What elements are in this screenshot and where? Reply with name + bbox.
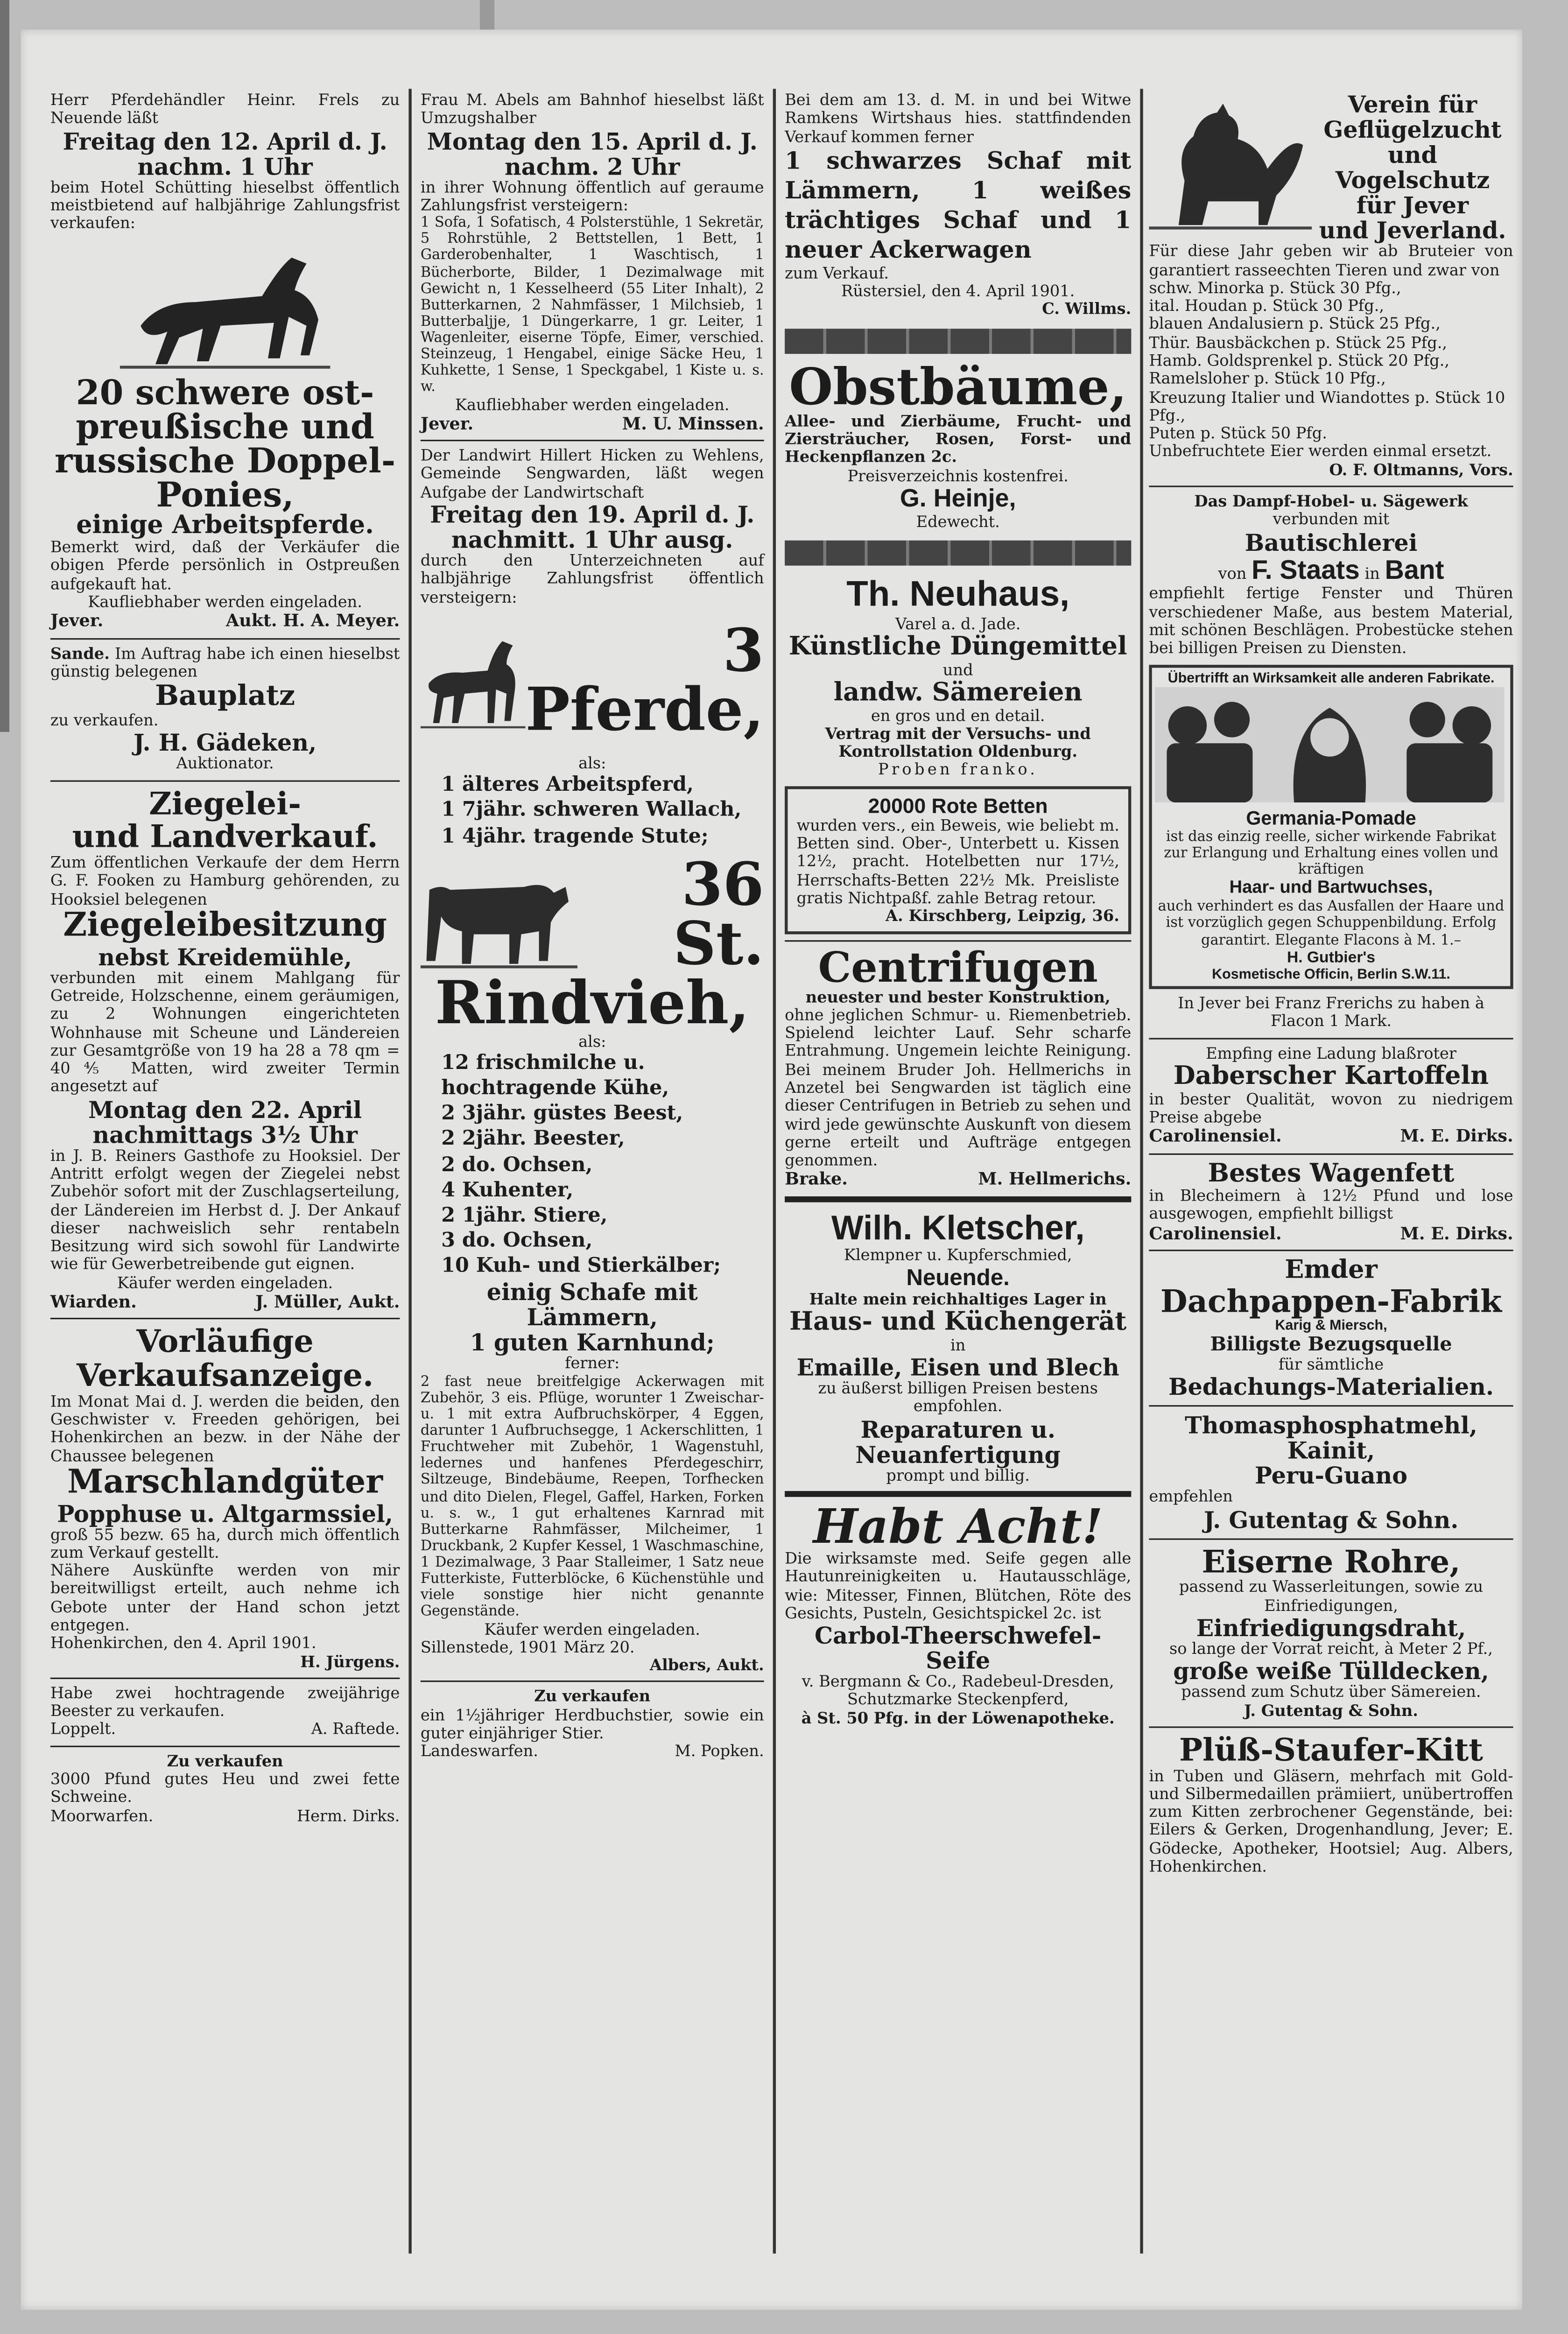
ad-habe [50, 1685, 400, 1739]
ad-headline: Bautischlerei [1245, 527, 1418, 556]
ad-text: Der Landwirt Hillert Hicken zu Wehlens, Gemeinde Sengwarden, läßt wegen Aufgabe der Landwirtschaft [420, 447, 764, 502]
ad-text: Bemerkt wird, daß der Verkäufer die obigen Pferde persönlich in Ostpreußen aufgekauft hat. [50, 539, 400, 594]
list-item: 2 do. Ochsen, [441, 1153, 593, 1177]
ad-sande [50, 645, 400, 774]
list-item: 3 do. Ochsen, [441, 1229, 593, 1253]
ad-betten [785, 786, 1131, 934]
list-item: 2 3jähr. güstes Beest, [441, 1102, 683, 1126]
ad-text: à St. 50 Pfg. in der Löwenapotheke. [801, 1709, 1115, 1728]
ad-headline: Vorläufige [136, 1322, 314, 1360]
ad-pomade [1149, 664, 1513, 989]
ad-text: verbunden mit einem Mahlgang für Getreide, Holzschenne, einem geräumigen, zu 2 Wohnungen eingerichteten Wohnhause mit Scheune und Ländereien zur Gesamtgröße von 19 ha 28 a 78 qm = 40⅘ Matten, wird zweiter Termin angesetzt auf [50, 969, 400, 1097]
ad-headline: Ziegelei- [149, 784, 302, 822]
ad-headline: Marschlandgüter [67, 1462, 383, 1501]
ad-headline: Geflügelzucht [1323, 115, 1502, 144]
ad-headline: Haar- und Bartwuchses, [1229, 877, 1433, 898]
ad-signature: J. Gutentag & Sohn. [1244, 1702, 1418, 1720]
column-2 [421, 92, 764, 1761]
ad-text: als: [578, 755, 606, 773]
ad-headline: Germania-Pomade [1246, 807, 1416, 830]
ad-headline: preußische und [76, 406, 374, 447]
ad-item-list: 2 fast neue breitfelgige Ackerwagen mit Zubehör, 3 eis. Pflüge, worunter 1 Zweischar- u. 1 mit extra Aufbruchskörper, 4 Eggen, darunter 1 Aufbruchsegge, 1 Ackerschlitten, 1 Fruchtweher mit Zubehör, 1 Wagenstuhl, ledernes und hanfenes Pferdegeschirr, Siltzeuge, Bindebäume, Reepen, Torfhecken und dito Dielen, Flegel, Gaffel, Harken, Forken u. s. w., 1 gut erhaltenes Karnrad mit Butterkarne Rahmfässer, Milcheimer, 1 Druckbank, 2 Kupfer Kessel, 1 Waschmaschine, 1 Dezimalwage, 3 Paar Stalleimer, 1 Satz neue Futterkiste, Futterblöcke, 6 Küchenstühle und viele sonstige hier nicht genannte Gegenstände. [420, 1373, 764, 1621]
ad-signature: J. H. Gädeken, [134, 729, 317, 758]
ad-text: Die wirksamste med. Seife gegen alle Hautunreinigkeiten u. Hautausschläge, wie: Mitesser, Finnen, Blütchen, Röte des Gesichts, Pusteln, Gesichtspickel 2c. ist [785, 1550, 1132, 1623]
ad-headline: Peru-Guano [1254, 1462, 1408, 1490]
list-item: 10 Kuh- und Stierkälber; [441, 1254, 721, 1278]
ad-time: nachmittags 3½ Uhr [92, 1120, 358, 1149]
ad-text: Billigste Bezugsquelle [1210, 1333, 1452, 1356]
ad-text: Empfing eine Ladung blaßroter [1206, 1045, 1456, 1063]
price-row: Ramelsloher p. Stück 10 Pfg., [1149, 370, 1386, 388]
ad-vorlaeufig [50, 1322, 400, 1672]
ad-headline: Plüß-Staufer-Kitt [1179, 1730, 1484, 1768]
price-row: Puten p. Stück 50 Pfg. [1149, 425, 1327, 443]
ad-headline: Obstbäume, [789, 358, 1127, 417]
ad-signature: Herm. Dirks. [296, 1807, 400, 1825]
list-item: 2 2jähr. Beester, [441, 1127, 625, 1151]
ad-time: nachm. 2 Uhr [505, 152, 680, 180]
list-item: 1 4jähr. tragende Stute; [441, 824, 709, 848]
ad-headline: einig Schafe mit Lämmern, [486, 1278, 698, 1332]
ad-headline: Bauplatz [155, 680, 295, 713]
list-item: 2 1jähr. Stiere, [441, 1203, 608, 1227]
ad-headline: Ziegeleibesitzung [63, 906, 387, 945]
horse-illustration [114, 236, 336, 373]
ad-headline: landw. Sämereien [833, 678, 1083, 708]
ad-headline: Verkaufsanzeige. [76, 1356, 374, 1393]
faces-illustration [1155, 687, 1505, 802]
price-row: schw. Minorka p. Stück 30 Pfg., [1149, 279, 1401, 298]
ad-text: Klempner u. Kupferschmied, [844, 1247, 1072, 1265]
ad-item-list [421, 773, 764, 850]
ad-text: passend zu Wasserleitungen, sowie zu Einfriedigungen, [1179, 1579, 1484, 1615]
ad-text: Karig & Miersch, [1275, 1318, 1387, 1335]
ad-text: ein 1½jähriger Herdbuchstier, sowie ein guter einjähriger Stier. [420, 1707, 764, 1743]
column-rule [773, 89, 775, 2253]
ad-text: auch verhindert es das Ausfallen der Haare und ist vorzüglich gegen Schuppenbildung. Erfolg garantirt. Elegante Flacons à M. 1.– [1158, 899, 1505, 949]
ad-place: Varel a. d. Jade. [895, 615, 1021, 633]
ad-headline: 36 St. [673, 849, 764, 978]
ad-text: so lange der Vorrat reicht, à Meter 2 Pf., [1169, 1640, 1493, 1659]
ad-headline: F. Staats [1252, 555, 1360, 584]
ad-text: in [1364, 565, 1380, 583]
ad-text: passend zum Schutz über Sämereien. [1181, 1684, 1481, 1702]
ad-headline: Centrifugen [818, 942, 1098, 991]
ad-abels [421, 92, 764, 434]
ad-text: durch den Unterzeichneten auf halbjährige Zahlungsfrist öffentlich versteigern: [420, 552, 764, 607]
ad-text: Im Monat Mai d. J. werden die beiden, den Geschwister v. Freeden gehörigen, bei Hohenkirchen an bezw. in der Nähe der Chaussee belegenen [50, 1392, 400, 1465]
ad-headline: 20000 Rote Betten [868, 793, 1048, 817]
column-1 [50, 92, 400, 1826]
ad-headline: und Jeverland. [1319, 216, 1506, 245]
ad-signature: M. U. Minssen. [622, 413, 764, 434]
ad-text: zu verkaufen. [50, 712, 159, 731]
ad-headline: Zu verkaufen [167, 1752, 283, 1771]
ad-item-list: 1 Sofa, 1 Sofatisch, 4 Polsterstühle, 1 Sekretär, 5 Rohrstühle, 2 Bettstellen, 1 Bett, 1 Garderobenhalter, 1 Waschtisch, 1 Bücherborte, Bilder, 1 Dezimalwage mit Gewicht n, 1 Kesselheerd (55 Liter Inhalt), 2 Butterkarnen, 2 Nahmfässer, 1 Milchsieb, 1 Butterbaljje, 1 Düngerkarre, 1 gr. Leiter, 1 Wagenleiter, eiserne Töpfe, Eimer, verschied. Steinzeug, 1 Hengabel, einige Säcke Heu, 1 Kuhkette, 1 Sense, 1 Speckgabel, 1 Kiste u. s. w. [420, 215, 764, 396]
ad-headline: Zu verkaufen [534, 1688, 651, 1707]
list-item: 12 frischmilche u. hochtragende Kühe, [441, 1051, 669, 1101]
ad-headline: 3 [723, 616, 764, 686]
ad-headline: Bestes Wagenfett [1208, 1159, 1455, 1188]
ad-headline: Emaille, Eisen und Blech [796, 1353, 1119, 1382]
ad-signature: M. Popken. [675, 1743, 764, 1761]
ad-place: Edewecht. [916, 513, 1000, 531]
price-row: Kreuzung Italier und Wiandottes p. Stück 10 Pfg., [1149, 388, 1505, 425]
ad-verein [1149, 92, 1513, 480]
ad-headline: Bedachungs-Materialien. [1168, 1372, 1494, 1401]
ad-subheadline: einige Arbeitspferde. [76, 510, 374, 540]
ad-date: Hohenkirchen, den 4. April 1901. [50, 1635, 316, 1653]
ad-headline: für Jever [1356, 191, 1469, 220]
ad-text: Habe zwei hochtragende zweijährige Beester zu verkaufen. [50, 1685, 400, 1721]
price-row: ital. Houdan p. Stück 30 Pfg., [1149, 297, 1385, 316]
ad-headline: Haus- und Küchengerät [789, 1307, 1127, 1337]
ad-date: Sillenstede, 1901 März 20. [420, 1638, 635, 1657]
ad-item-list [421, 1051, 764, 1279]
ad-headline: Th. Neuhaus, [846, 574, 1070, 614]
ad-text: prompt und billig. [886, 1467, 1030, 1485]
rooster-illustration [1149, 92, 1312, 234]
ad-text: zum Verkauf. [785, 265, 889, 283]
ad-date: Montag den 15. April d. J. [427, 127, 758, 155]
ad-signature: J. Gutentag & Sohn. [1203, 1505, 1459, 1533]
list-item: 1 älteres Arbeitspferd, [441, 773, 694, 797]
ad-text: Allee- und Zierbäume, Frucht- und Ziersträucher, Rosen, Forst- und Heckenpflanzen 2c. [785, 412, 1132, 467]
ad-place: Jever. [420, 413, 474, 434]
ad-headline: Ponies, [156, 474, 294, 515]
ad-text: in [950, 1336, 966, 1355]
ad-neuhaus [785, 574, 1131, 780]
ad-text: Herr Pferdehändler Heinr. Frels zu Neuende läßt [50, 91, 400, 128]
ad-headline: Thomasphosphatmehl, [1185, 1411, 1477, 1440]
ad-text: in Tuben und Gläsern, mehrfach mit Gold- und Silbermedaillen prämiiert, unübertroffen zum Kitten zerbrochener Gegenstände, bei: Eilers & Gerken, Drogenhandlung, Jever; E. Gödecke, Apotheker, Hootsiel; Aug. Albers, Hohenkirchen. [1149, 1767, 1513, 1876]
ad-kitt [1149, 1730, 1513, 1877]
column-rule [1140, 89, 1142, 2253]
ad-frels [50, 92, 400, 632]
ad-seife [785, 1498, 1132, 1728]
ad-signature: H. Jürgens. [300, 1653, 400, 1671]
ad-text: Nähere Auskünfte werden von mir bereitwilligst erteilt, auch nehme ich Gebote unter der Hand schon jetzt entgegen. [50, 1562, 400, 1635]
ad-text: v. Bergmann & Co., Radebeul-Dresden, Schutzmarke Steckenpferd, [802, 1673, 1114, 1709]
ad-text: in Blecheimern à 12½ Pfund und lose ausgewogen, empfiehlt billigst [1149, 1188, 1513, 1224]
decorative-border [785, 328, 1131, 353]
ad-text: Preisverzeichnis kostenfrei. [847, 467, 1069, 485]
price-row: Hamb. Goldsprenkel p. Stück 20 Pfg., [1149, 352, 1450, 370]
ad-signature: Aukt. H. A. Meyer. [225, 610, 400, 632]
ad-signature: G. Heinje, [900, 484, 1016, 512]
ad-headline: und Vogelschutz [1335, 141, 1490, 194]
ad-text: Das Dampf-Hobel- u. Sägewerk [1194, 493, 1468, 511]
ad-text: Für diese Jahr geben wir ab Bruteier von garantiert rasseechten Tieren und zwar von [1149, 243, 1513, 280]
ad-place: Loppelt. [50, 1721, 116, 1739]
ad-heu [50, 1753, 400, 1826]
ad-signature: J. Müller, Aukt. [255, 1291, 400, 1312]
ad-signature: A. Kirschberg, Leipzig, 36. [886, 908, 1119, 926]
list-item: 1 7jähr. schweren Wallach, [441, 798, 742, 823]
ad-signature: M. E. Dirks. [1400, 1223, 1513, 1244]
ad-text: zu äußerst billigen Preisen bestens empfohlen. [818, 1380, 1098, 1416]
ad-text: Zum öffentlichen Verkaufe der dem Herrn G. F. Fooken zu Hamburg gehörenden, zu Hooksiel belegenen [50, 854, 400, 909]
ad-dirks-kartoffeln [1149, 1045, 1513, 1146]
ad-headline: Habt Acht! [813, 1498, 1103, 1555]
ad-headline: Emder [1285, 1256, 1378, 1286]
ad-text: groß 55 bezw. 65 ha, durch mich öffentlich zum Verkauf gestellt. [50, 1526, 400, 1562]
ad-headline: Verein für [1348, 90, 1477, 119]
ad-headline: Dachpappen-Fabrik [1160, 1282, 1502, 1319]
ad-text: Kosmetische Officin, Berlin S.W.11. [1212, 967, 1450, 984]
ad-text: Halte mein reichhaltiges Lager in [809, 1291, 1107, 1309]
column-rule [408, 89, 411, 2253]
ad-signature: C. Willms. [1042, 301, 1132, 319]
ad-text: Frau M. Abels am Bahnhof hieselbst läßt Umzugshalber [420, 91, 764, 128]
ad-ziegelei [50, 784, 400, 1313]
ad-dachpappe [1149, 1257, 1513, 1399]
ad-headline: Künstliche Düngemittel [788, 632, 1127, 662]
ad-place: Wiarden. [50, 1291, 137, 1312]
ad-text: und [942, 661, 973, 679]
ad-signature: A. Raftede. [311, 1721, 400, 1739]
ad-headline: Popphuse u. Altgarmssiel, [57, 1499, 393, 1527]
price-row: Thür. Bausbäckchen p. Stück 25 Pfg., [1149, 334, 1448, 352]
ad-text: Übertrifft an Wirksamkeit alle anderen Fabrikate. [1167, 670, 1495, 687]
ad-text: empfiehlt fertige Fenster und Thüren verschiedener Maße, aus bestem Material, mit schönen Beschlägen. Probestücke stehen bei billigen Preisen zu Diensten. [1149, 585, 1513, 658]
ad-text: 3000 Pfund gutes Heu und zwei fette Schweine. [50, 1771, 400, 1807]
ad-text: wurden vers., ein Beweis, wie beliebt m. Betten sind. Ober-, Unterbett u. Kissen 12½, pracht. Hotelbetten nur 17½, Herrschafts-Betten 22½ Mk. Preisliste gratis Nichtpaßf. zahle Betrag retour. [796, 817, 1119, 908]
horse-illustration [421, 607, 526, 755]
ad-headline: Eiserne Rohre, [1202, 1542, 1461, 1580]
ad-place: Carolinensiel. [1149, 1223, 1282, 1244]
ad-popken [421, 1688, 764, 1761]
ad-time: nachm. 1 Uhr [137, 152, 313, 180]
ad-headline: Carbol-Theerschwefel-Seife [815, 1621, 1102, 1675]
ad-text: Im Auftrag habe ich einen hieselbst günstig belegenen [50, 645, 400, 681]
ad-gutentag-rohre [1149, 1542, 1513, 1720]
ad-text: verbunden mit [1273, 511, 1390, 529]
ad-text: in ihrer Wohnung öffentlich auf geraume Zahlungsfrist versteigern: [420, 178, 764, 215]
ad-staats [1149, 493, 1513, 658]
ad-place: Jever. [50, 610, 104, 632]
ad-text: In Jever bei Franz Frerichs zu haben à Flacon 1 Mark. [1178, 995, 1484, 1031]
ad-text: Proben franko. [878, 761, 1038, 780]
ad-willms [785, 92, 1131, 319]
ad-headline: russische Doppel- [55, 440, 396, 481]
ad-place: Landeswarfen. [420, 1743, 538, 1761]
ad-date: Rüstersiel, den 4. April 1901. [841, 283, 1075, 301]
cow-illustration [421, 857, 577, 972]
ad-headline: 1 schwarzes Schaf mit Lämmern, 1 weißes trächtiges Schaf und 1 neuer Ackerwagen [785, 146, 1132, 264]
ad-wagenfett [1149, 1160, 1513, 1244]
ad-signature: O. F. Oltmanns, Vors. [1329, 461, 1513, 479]
ad-text: en gros und en detail. [871, 707, 1045, 725]
ad-headline: Wilh. Kletscher, [831, 1208, 1085, 1246]
ad-headline: Daberscher Kartoffeln [1173, 1062, 1489, 1091]
price-row: blauen Andalusiern p. Stück 25 Pfg., [1149, 316, 1441, 334]
ad-text: neuester und bester Konstruktion, [805, 988, 1111, 1006]
ad-text: in bester Qualität, wovon zu niedrigem Preise abgebe [1149, 1090, 1513, 1127]
ad-text: beim Hotel Schütting hieselbst öffentlich meistbietend auf halbjährige Zahlungsfrist verkaufen: [50, 178, 400, 233]
ad-text: Kaufliebhaber werden eingeladen. [455, 396, 730, 414]
ad-headline: Pferde, [525, 675, 764, 745]
ad-text: ohne jeglichen Schmur- u. Riemenbetrieb. Spielend leichter Lauf. Sehr scharfe Entrahmung. Ungemein leichte Reinigung. Bei meinem Bruder Joh. Hellmerichs in Anzetel bei Sengwarden ist täglich eine dieser Centrifugen in Betrieb zu sehen und wird jede gewünschte Auskunft von diesem gerne erteilt und Aufträge entgegen genommen. [785, 1006, 1132, 1170]
ad-text: in J. B. Reiners Gasthofe zu Hooksiel. Der Antritt erfolgt wegen der Ziegelei nebst Zubehör sofort mit der Zuschlagserteilung, der Ländereien im Herbst d. J. Der Ankauf dieser nachweislich sehr rentabeln Besitzung wird sich sowohl für Landwirte wie für Gewerbetreibende gut eignen. [50, 1147, 400, 1274]
ad-date: Freitag den 19. April d. J. [430, 500, 755, 529]
ad-kletscher [785, 1208, 1131, 1485]
ad-text: Käufer werden eingeladen. [117, 1274, 333, 1293]
ad-text: ferner: [565, 1355, 620, 1373]
ad-text: Käufer werden eingeladen. [484, 1620, 700, 1638]
ad-headline: große weiße Tülldecken, [1173, 1657, 1489, 1686]
ad-text: für sämtliche [1278, 1356, 1384, 1374]
ad-text: ist das einzig reelle, sicher wirkende Fabrikat zur Erlangung und Erhaltung eines vollen und kräftigen [1164, 829, 1498, 879]
ad-text: empfehlen [1149, 1488, 1233, 1506]
ad-place: Moorwarfen. [50, 1807, 154, 1825]
ad-place: Sande. [50, 645, 110, 663]
ad-headline: 20 schwere ost- [76, 372, 374, 413]
ad-headline: nebst Kreidemühle, [98, 942, 352, 971]
ad-time: nachmitt. 1 Uhr ausg. [451, 526, 733, 554]
ad-headline: Einfriedigungsdraht, [1196, 1614, 1466, 1642]
ad-text: als: [578, 1033, 606, 1051]
ad-heinje [785, 358, 1132, 531]
ad-text: Vertrag mit der Versuchs- und Kontrollstation Oldenburg. [825, 725, 1091, 761]
ad-role: Auktionator. [176, 756, 274, 774]
list-item: 4 Kuhenter, [441, 1178, 574, 1202]
ad-text: von [1218, 565, 1247, 583]
decorative-border [785, 540, 1131, 565]
ad-text: Kaufliebhaber werden eingeladen. [88, 594, 363, 612]
ad-place: Carolinensiel. [1149, 1125, 1282, 1146]
ad-signature: Albers, Aukt. [649, 1657, 764, 1675]
ad-gutentag-duenger [1149, 1413, 1513, 1532]
ad-signature: M. E. Dirks. [1400, 1125, 1513, 1146]
ad-text: Bei dem am 13. d. M. in und bei Witwe Ramkens Wirtshaus hies. stattfindenden Verkauf kommen ferner [785, 91, 1132, 146]
ad-headline: Rindvieh, [435, 968, 750, 1038]
column-4 [1149, 92, 1513, 1877]
ad-date: Freitag den 12. April d. J. [63, 127, 387, 155]
column-3 [785, 92, 1131, 1728]
ad-hicken [421, 448, 764, 1675]
ad-place: Brake. [785, 1168, 848, 1190]
ad-headline: 1 guten Karnhund; [470, 1329, 715, 1357]
ad-date: Montag den 22. April [88, 1095, 362, 1124]
ad-signature: H. Gutbier's [1287, 949, 1376, 967]
ad-signature: M. Hellmerichs. [978, 1168, 1132, 1190]
ad-headline: Kainit, [1287, 1436, 1375, 1465]
ad-headline: Reparaturen u. Neuanfertigung [855, 1415, 1061, 1469]
ad-headline: und Landverkauf. [72, 818, 378, 855]
ad-text: Unbefruchtete Eier werden einmal ersetzt. [1149, 443, 1492, 461]
ad-hellmerichs [785, 942, 1132, 1190]
ad-place: Neuende. [906, 1265, 1010, 1291]
ad-place: Bant [1385, 555, 1444, 584]
